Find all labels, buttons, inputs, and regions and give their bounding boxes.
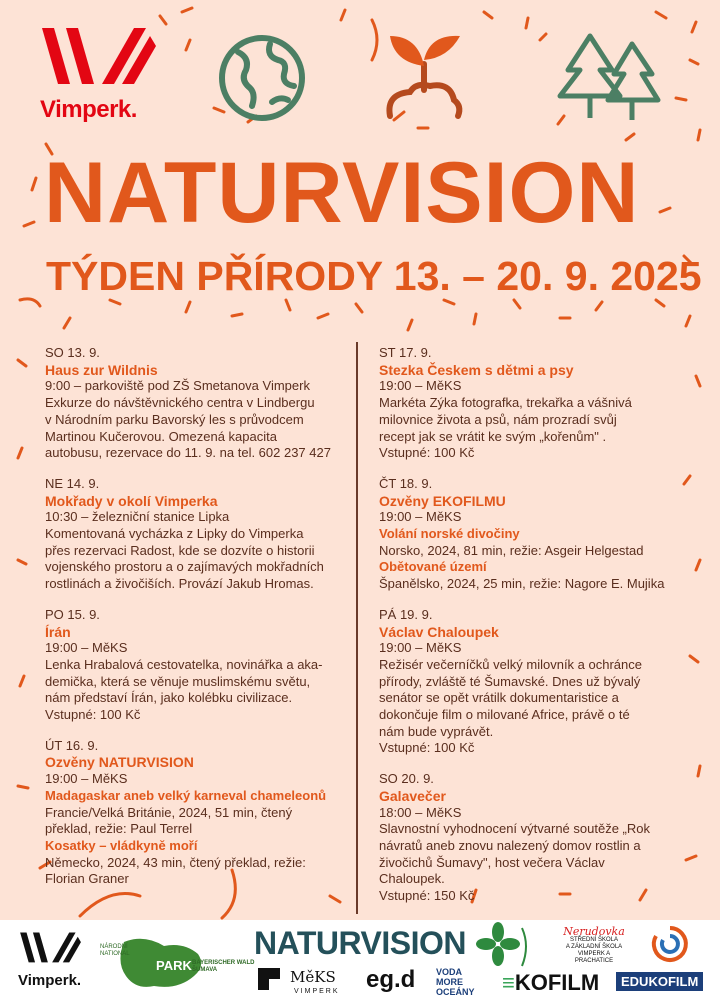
event-name: Mokřady v okolí Vimperka (45, 492, 218, 509)
program-event (379, 607, 699, 757)
event-name: Írán (45, 623, 71, 640)
event-detail-line: Vstupné: 150 Kč (379, 888, 475, 904)
event-detail-line: 18:00 – MěKS (379, 804, 462, 820)
program-event (379, 345, 699, 462)
program-right-column (379, 345, 699, 919)
footer-naturvision-logo: NATURVISION (254, 925, 466, 961)
event-detail-line: Slavnostní vyhodnocení výtvarné soutěže „Rok (379, 821, 650, 837)
column-divider (356, 342, 358, 914)
program-event (379, 476, 699, 593)
event-detail-line: vojenského prostoru a o zajímavých mokřadních (45, 559, 324, 575)
event-detail-line: v Národním parku Bavorský les s průvodcem (45, 411, 304, 427)
event-detail-line: živočichů Šumavy", host večera Václav (379, 854, 605, 870)
meks-sub: VIMPERK (294, 988, 340, 995)
event-detail-line: Vstupné: 100 Kč (379, 445, 475, 461)
event-detail-line: Markéta Zýka fotografka, trekařka a vášnivá (379, 395, 632, 411)
voda-line-3: OCEÁNY (436, 987, 475, 997)
event-detail-line: milovnice života a psů, nám prozradí svůj (379, 411, 617, 427)
event-name: Ozvěny EKOFILMU (379, 492, 506, 509)
program-event (45, 738, 350, 888)
footer-edukofilm-logo: EDUKOFILM (616, 972, 703, 991)
footer-meks-logo (258, 966, 358, 1001)
event-detail-line: 19:00 – MěKS (379, 640, 462, 656)
film-detail-line: Španělsko, 2024, 25 min, režie: Nagore E. Mujika (379, 576, 665, 592)
vimperk-logo (38, 24, 158, 124)
film-title: Volání norské divočiny (379, 526, 520, 542)
footer-vimperk-text: Vimperk. (18, 972, 82, 989)
event-date: PO 15. 9. (45, 606, 100, 622)
event-name: Václav Chaloupek (379, 623, 499, 640)
event-detail-line: senátor se opět vrátilk dokumentaristice a (379, 690, 619, 706)
event-date: PÁ 19. 9. (379, 606, 433, 622)
sponsor-footer (0, 920, 720, 1004)
meks-text: MěKS (290, 968, 336, 986)
school-line-3: VIMPERK A PRACHATICE (574, 951, 614, 964)
film-title: Madagaskar aneb velký karneval chameleonů (45, 787, 327, 803)
swirl-logo (650, 924, 690, 964)
film-title: Obětované území (379, 559, 487, 575)
footer-egd-logo: eg.d (366, 966, 416, 993)
film-title: Kosatky – vládkyně moří (45, 837, 198, 853)
footer-vimperk-mark (18, 928, 82, 968)
event-detail-line: Martinou Kučerovou. Omezená kapacita (45, 428, 277, 444)
event-detail-line: Režisér večerníčků velký milovník a ochránce (379, 656, 642, 672)
np-line-3: PARK (156, 958, 192, 973)
vimperk-logo-mark (38, 24, 158, 90)
event-detail-line: přírody, zvláště té Šumavské. Dnes už bývalý (379, 673, 641, 689)
page-subtitle: TÝDEN PŘÍRODY 13. – 20. 9. 2025 (46, 253, 702, 299)
footer-voda-logo (436, 967, 475, 997)
vimperk-logo-text: Vimperk. (40, 96, 137, 123)
school-line-1: STŘEDNÍ ŠKOLA (569, 937, 618, 943)
voda-line-2: MORE (436, 977, 463, 987)
film-detail-line: Norsko, 2024, 81 min, režie: Asgeir Helgestad (379, 542, 644, 558)
trees-icon (556, 30, 666, 124)
page-title: NATURVISION (44, 145, 640, 241)
event-detail-line: Exkurze do návštěvnického centra v Lindbergu (45, 395, 315, 411)
film-detail-line: Florian Graner (45, 871, 129, 887)
program-event (379, 771, 699, 905)
national-park-logo (96, 930, 255, 990)
event-detail-line: 19:00 – MěKS (45, 771, 128, 787)
event-detail-line: demička, která se věnuje muslimskému světu, (45, 673, 311, 689)
program-event (45, 607, 350, 724)
np-line-5: ŠUMAVA (192, 967, 218, 973)
event-date: ST 17. 9. (379, 345, 432, 360)
event-detail-line: 19:00 – MěKS (45, 640, 128, 656)
event-detail-line: 9:00 – parkoviště pod ZŠ Smetanova Vimperk (45, 378, 310, 394)
event-detail-line: Vstupné: 100 Kč (379, 740, 475, 756)
footer-vimperk-logo (18, 928, 82, 989)
np-line-1: NÁRODNÍ (100, 944, 128, 950)
event-date: ÚT 16. 9. (45, 737, 99, 753)
event-detail-line: Vstupné: 100 Kč (45, 707, 141, 723)
event-detail-line: 19:00 – MěKS (379, 509, 462, 525)
kofilm-text: KOFILM (514, 970, 600, 995)
event-detail-line: recept jak se vrátit ke svým „kořenům" . (379, 428, 607, 444)
sprout-icon (384, 30, 468, 122)
film-detail-line: Německo, 2024, 43 min, čtený překlad, režie: (45, 854, 306, 870)
voda-line-1: VODA (436, 967, 463, 977)
event-name: Galavečer (379, 787, 446, 804)
np-line-2: NATIONAL (100, 951, 130, 957)
event-detail-line: autobusu, rezervace do 11. 9. na tel. 602 237 427 (45, 445, 331, 461)
event-detail-line: Chaloupek. (379, 871, 445, 887)
event-detail-line: dokončuje film o milované Africe, právě o té (379, 707, 630, 723)
event-date: SO 20. 9. (379, 771, 434, 787)
program-left-column (45, 345, 350, 902)
school-line-2: A ZÁKLADNÍ ŠKOLA (565, 944, 623, 950)
event-detail-line: Lenka Hrabalová cestovatelka, novinářka a aka- (45, 656, 323, 672)
event-date: NE 14. 9. (45, 475, 100, 491)
event-name: Stezka Českem s dětmi a psy (379, 361, 574, 378)
event-name: Haus zur Wildnis (45, 361, 158, 378)
event-name: Ozvěny NATURVISION (45, 754, 194, 771)
event-detail-line: 10:30 – železniční stanice Lipka (45, 509, 230, 525)
event-detail-line: přes rezervaci Radost, kde se dozvíte o historii (45, 542, 315, 558)
program-event (45, 476, 350, 593)
program-event (45, 345, 350, 462)
event-detail-line: návratů aneb znovu nalezený domov rostlin a (379, 837, 641, 853)
event-detail-line: rostlinách a živočiších. Provází Jakub Hromas. (45, 576, 314, 592)
footer-kofilm-logo: ≡KOFILM (502, 970, 600, 995)
event-detail-line: nám představí Írán, jako kolébku civilizace. (45, 690, 293, 706)
event-date: SO 13. 9. (45, 345, 100, 360)
event-detail-line: Komentovaná vycházka z Lipky do Vimperka (45, 526, 304, 542)
sumava-leaf-logo (476, 922, 532, 972)
np-line-4: BAYERISCHER WALD (192, 960, 255, 966)
film-detail-line: Francie/Velká Británie, 2024, 51 min, čtený (45, 804, 293, 820)
globe-icon (216, 32, 308, 124)
school-logo (562, 925, 626, 965)
film-detail-line: překlad, režie: Paul Terrel (45, 821, 193, 837)
event-detail-line: 19:00 – MěKS (379, 378, 462, 394)
meks-mark (258, 966, 358, 996)
nerudovka-text: Nerudovka (563, 925, 625, 938)
event-detail-line: nám bude vyprávět. (379, 723, 494, 739)
event-date: ČT 18. 9. (379, 475, 433, 491)
